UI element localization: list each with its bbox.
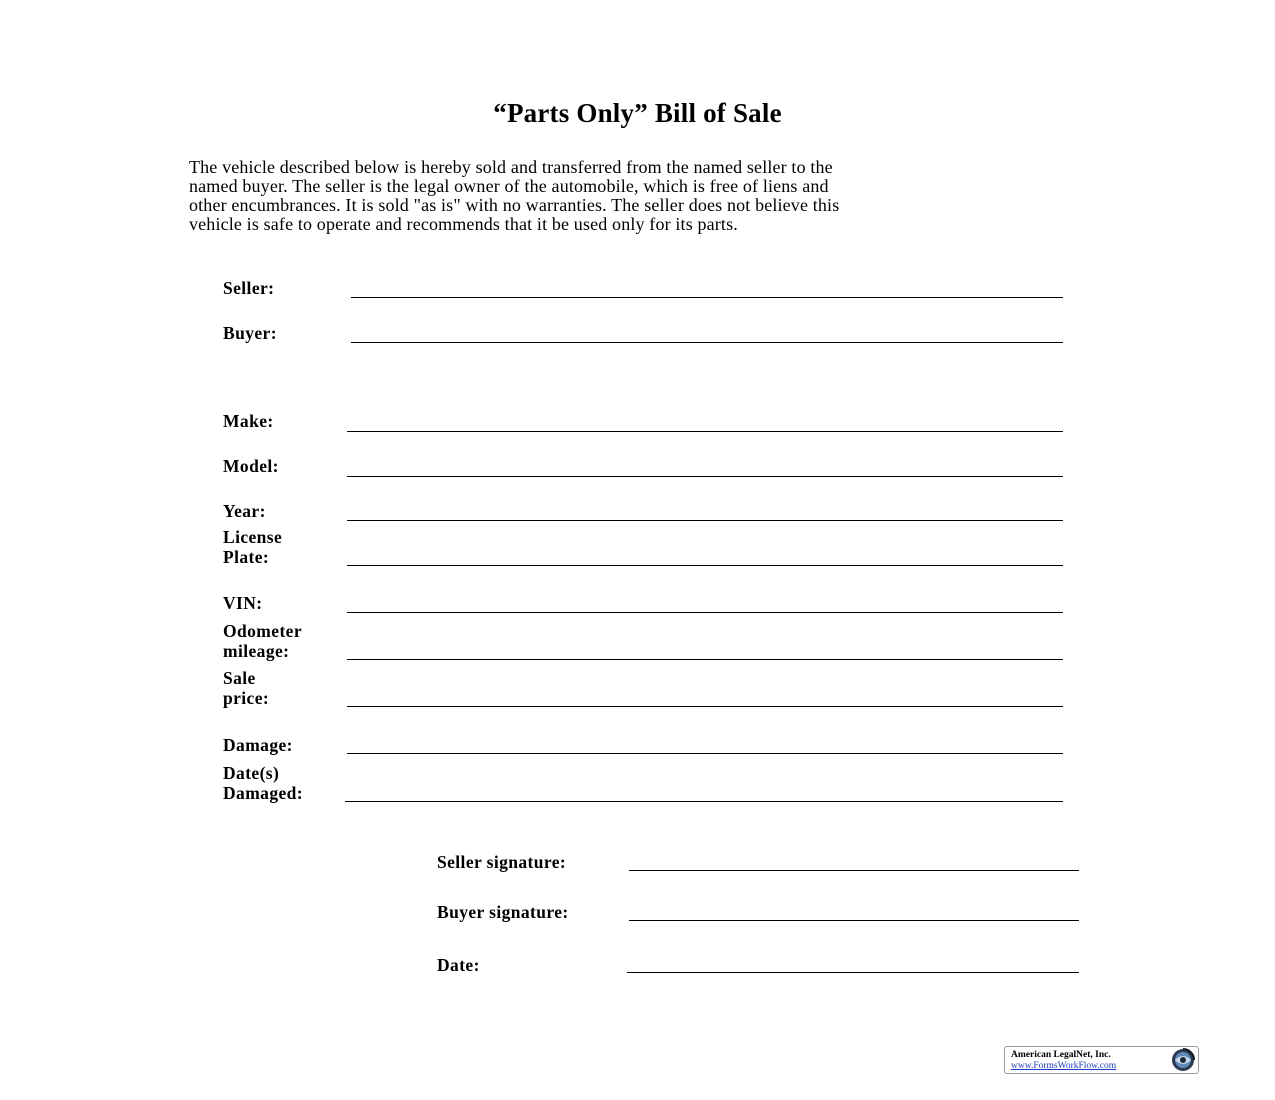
vin-field[interactable]: [347, 612, 1063, 613]
intro-line: named buyer. The seller is the legal owner of the automobile, which is free of liens and: [189, 176, 829, 196]
year-field[interactable]: [347, 520, 1063, 521]
footer-company: American LegalNet, Inc.: [1011, 1050, 1111, 1060]
page-title: “Parts Only” Bill of Sale: [493, 98, 782, 128]
license-plate-label: License Plate:: [223, 527, 283, 567]
make-label: Make:: [223, 411, 274, 431]
intro-line: other encumbrances. It is sold "as is" with no warranties. The seller does not believe this: [189, 195, 840, 215]
date-label: Date:: [437, 955, 480, 975]
intro-line: vehicle is safe to operate and recommends that it be used only for its parts.: [189, 214, 738, 234]
sale-price-field[interactable]: [347, 706, 1063, 707]
intro-line: The vehicle described below is hereby sold and transferred from the named seller to the: [189, 157, 833, 177]
year-label: Year:: [223, 501, 266, 521]
make-field[interactable]: [347, 431, 1063, 432]
intro-paragraph: [189, 158, 1089, 234]
buyer-label: Buyer:: [223, 323, 277, 343]
globe-logo-icon: [1171, 1048, 1195, 1072]
model-label: Model:: [223, 456, 279, 476]
footer-url-link[interactable]: www.FormsWorkFlow.com: [1011, 1061, 1117, 1071]
odometer-field[interactable]: [347, 659, 1063, 660]
buyer-field[interactable]: [351, 342, 1063, 343]
damage-label: Damage:: [223, 735, 293, 755]
seller-signature-label: Seller signature:: [437, 852, 567, 872]
model-field[interactable]: [347, 476, 1063, 477]
odometer-label: Odometer mileage:: [223, 621, 303, 661]
dates-damaged-label: Date(s) Damaged:: [223, 763, 303, 803]
footer-badge: [1004, 1046, 1199, 1074]
vin-label: VIN:: [223, 593, 263, 613]
sale-price-label: Sale price:: [223, 668, 270, 708]
damage-field[interactable]: [347, 753, 1063, 754]
seller-label: Seller:: [223, 278, 275, 298]
dates-damaged-field[interactable]: [345, 801, 1063, 802]
license-plate-field[interactable]: [347, 565, 1063, 566]
seller-signature-field[interactable]: [629, 870, 1079, 871]
buyer-signature-field[interactable]: [629, 920, 1079, 921]
buyer-signature-label: Buyer signature:: [437, 902, 569, 922]
date-field[interactable]: [627, 972, 1079, 973]
seller-field[interactable]: [351, 297, 1063, 298]
